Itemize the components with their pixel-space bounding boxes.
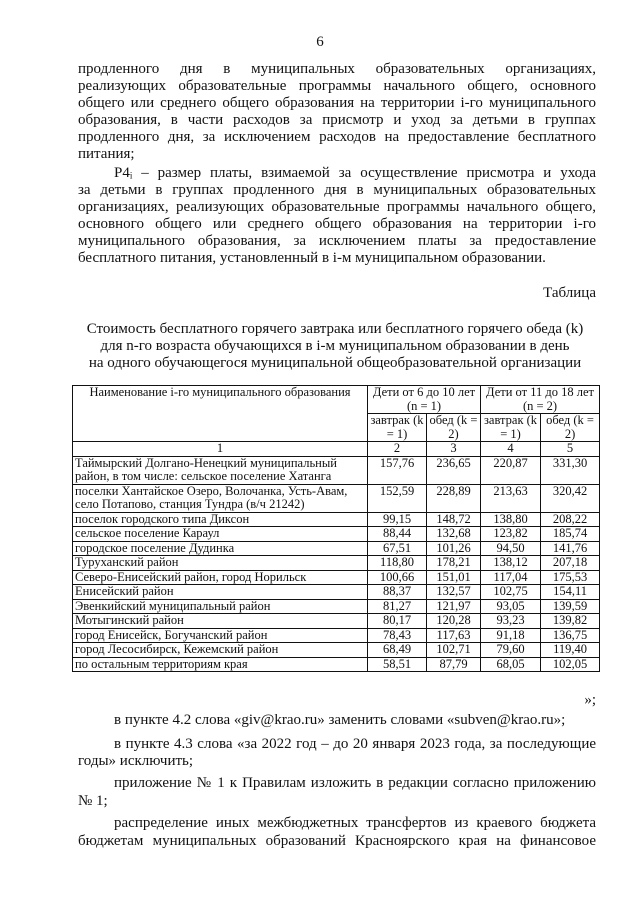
header-name-cell: Наименование i-го муниципального образования bbox=[73, 386, 368, 442]
cell-value: 88,44 bbox=[368, 527, 427, 542]
table-label: Таблица bbox=[543, 285, 596, 301]
row-name: сельское поселение Караул bbox=[73, 527, 368, 542]
table-row bbox=[73, 556, 600, 571]
table-row bbox=[73, 614, 600, 629]
cell-value: 119,40 bbox=[541, 643, 600, 658]
cell-value: 99,15 bbox=[368, 512, 427, 527]
intro-line: реализующих образовательные программы начального общего, основного bbox=[78, 78, 596, 94]
cell-value: 88,37 bbox=[368, 585, 427, 600]
cell-value: 207,18 bbox=[541, 556, 600, 571]
row-name: Енисейский район bbox=[73, 585, 368, 600]
subheader-breakfast: завтрак (k = 1) bbox=[368, 414, 427, 442]
table-row bbox=[73, 628, 600, 643]
cell-value: 208,22 bbox=[541, 512, 600, 527]
cell-value: 102,71 bbox=[427, 643, 481, 658]
cell-value: 68,49 bbox=[368, 643, 427, 658]
cell-value: 81,27 bbox=[368, 599, 427, 614]
cell-value: 68,05 bbox=[481, 657, 541, 672]
table-row bbox=[73, 657, 600, 672]
cell-value: 102,05 bbox=[541, 657, 600, 672]
cell-value: 178,21 bbox=[427, 556, 481, 571]
cell-value: 151,01 bbox=[427, 570, 481, 585]
table-row bbox=[73, 512, 600, 527]
row-name: город Лесосибирск, Кежемский район bbox=[73, 643, 368, 658]
cell-value: 58,51 bbox=[368, 657, 427, 672]
amendment-line: приложение № 1 к Правилам изложить в редакции согласно приложению bbox=[114, 775, 596, 791]
amendment-line: в пункте 4.2 слова «giv@krao.ru» заменить словами «subven@krao.ru»; bbox=[114, 712, 566, 728]
cell-value: 139,82 bbox=[541, 614, 600, 629]
row-name: город Енисейск, Богучанский район bbox=[73, 628, 368, 643]
cell-value: 331,30 bbox=[541, 456, 600, 484]
row-name: Туруханский район bbox=[73, 556, 368, 571]
cell-value: 213,63 bbox=[481, 484, 541, 512]
cell-value: 121,97 bbox=[427, 599, 481, 614]
table-row bbox=[73, 484, 600, 512]
caption-line: на одного обучающегося муниципальной общеобразовательной организации bbox=[88, 355, 582, 371]
table-row bbox=[73, 527, 600, 542]
cell-value: 139,59 bbox=[541, 599, 600, 614]
caption-line: для n-го возраста обучающихся в i-м муниципальном образовании в день bbox=[100, 338, 570, 354]
table-row bbox=[73, 643, 600, 658]
cell-value: 100,66 bbox=[368, 570, 427, 585]
cell-value: 93,05 bbox=[481, 599, 541, 614]
row-name: поселки Хантайское Озеро, Волочанка, Усть-Авам, село Потапово, станция Тундра (в/ч 21242) bbox=[73, 484, 368, 512]
row-name: Таймырский Долгано-Ненецкий муниципальный район, в том числе: сельское поселение Хатанга bbox=[73, 456, 368, 484]
page-number: 6 bbox=[316, 34, 324, 50]
column-number: 5 bbox=[541, 442, 600, 457]
table-row bbox=[73, 456, 600, 484]
amendment-line: годы» исключить; bbox=[78, 753, 194, 769]
cell-value: 118,80 bbox=[368, 556, 427, 571]
cell-value: 320,42 bbox=[541, 484, 600, 512]
cell-value: 102,75 bbox=[481, 585, 541, 600]
intro-line: питания; bbox=[78, 146, 135, 162]
column-number: 3 bbox=[427, 442, 481, 457]
cell-value: 138,80 bbox=[481, 512, 541, 527]
subheader-lunch: обед (k = 2) bbox=[541, 414, 600, 442]
cell-value: 80,17 bbox=[368, 614, 427, 629]
amendment-line: в пункте 4.3 слова «за 2022 год – до 20 января 2023 года, за последующие bbox=[114, 736, 596, 752]
row-name: Мотыгинский район bbox=[73, 614, 368, 629]
cell-value: 132,57 bbox=[427, 585, 481, 600]
cell-value: 154,11 bbox=[541, 585, 600, 600]
subheader-lunch: обед (k = 2) bbox=[427, 414, 481, 442]
column-number: 4 bbox=[481, 442, 541, 457]
row-name: по остальным территориям края bbox=[73, 657, 368, 672]
intro-line: общего или среднего общего образования на территории i-го муниципального bbox=[78, 95, 596, 111]
cell-value: 87,79 bbox=[427, 657, 481, 672]
intro-line: образования, в части расходов за присмотр и уход за детьми в группах bbox=[78, 112, 596, 128]
cell-value: 120,28 bbox=[427, 614, 481, 629]
cell-value: 67,51 bbox=[368, 541, 427, 556]
table-row bbox=[73, 541, 600, 556]
row-name: поселок городского типа Диксон bbox=[73, 512, 368, 527]
subheader-breakfast: завтрак (k = 1) bbox=[481, 414, 541, 442]
cell-value: 101,26 bbox=[427, 541, 481, 556]
p4-line: основного общего или среднего общего образования на территории i-го bbox=[78, 216, 596, 232]
column-number: 2 bbox=[368, 442, 427, 457]
table-row bbox=[73, 585, 600, 600]
p4-line: за детьми в группах продленного дня в муниципальных образовательных bbox=[78, 182, 596, 198]
cell-value: 220,87 bbox=[481, 456, 541, 484]
meal-cost-table bbox=[72, 385, 600, 672]
cell-value: 138,12 bbox=[481, 556, 541, 571]
table-header-row bbox=[73, 386, 600, 414]
cell-value: 117,04 bbox=[481, 570, 541, 585]
cell-value: 91,18 bbox=[481, 628, 541, 643]
cell-value: 123,82 bbox=[481, 527, 541, 542]
table-row bbox=[73, 599, 600, 614]
amendment-line: № 1; bbox=[78, 793, 108, 809]
amendment-line: распределение иных межбюджетных трансфертов из краевого бюджета bbox=[114, 815, 596, 831]
cell-value: 117,63 bbox=[427, 628, 481, 643]
row-name: Северо-Енисейский район, город Норильск bbox=[73, 570, 368, 585]
cell-value: 175,53 bbox=[541, 570, 600, 585]
cell-value: 136,75 bbox=[541, 628, 600, 643]
cell-value: 78,43 bbox=[368, 628, 427, 643]
p4-line: Р4ᵢ – размер платы, взимаемой за осуществление присмотра и ухода bbox=[114, 165, 596, 181]
cell-value: 93,23 bbox=[481, 614, 541, 629]
cell-value: 79,60 bbox=[481, 643, 541, 658]
header-group-6-10: Дети от 6 до 10 лет (n = 1) bbox=[368, 386, 481, 414]
row-name: Эвенкийский муниципальный район bbox=[73, 599, 368, 614]
cell-value: 236,65 bbox=[427, 456, 481, 484]
column-number: 1 bbox=[73, 442, 368, 457]
column-number-row bbox=[73, 442, 600, 457]
header-group-11-18: Дети от 11 до 18 лет (n = 2) bbox=[481, 386, 600, 414]
cell-value: 152,59 bbox=[368, 484, 427, 512]
cell-value: 132,68 bbox=[427, 527, 481, 542]
p4-line: муниципального образования, за исключением платы за предоставление bbox=[78, 233, 596, 249]
table-closing-quote: »; bbox=[584, 692, 596, 708]
caption-line: Стоимость бесплатного горячего завтрака или бесплатного горячего обеда (k) bbox=[86, 321, 584, 337]
intro-line: продленного дня, за исключением расходов на предоставление бесплатного bbox=[78, 129, 596, 145]
cell-value: 141,76 bbox=[541, 541, 600, 556]
table-row bbox=[73, 570, 600, 585]
cell-value: 157,76 bbox=[368, 456, 427, 484]
cell-value: 148,72 bbox=[427, 512, 481, 527]
table-caption bbox=[70, 321, 600, 372]
cell-value: 185,74 bbox=[541, 527, 600, 542]
amendment-line: бюджетам муниципальных образований Красноярского края на финансовое bbox=[78, 833, 596, 849]
p4-line: бесплатного питания, установленный в i-м муниципальном образовании. bbox=[78, 250, 546, 266]
intro-line: продленного дня в муниципальных образовательных организациях, bbox=[78, 61, 596, 77]
row-name: городское поселение Дудинка bbox=[73, 541, 368, 556]
cell-value: 94,50 bbox=[481, 541, 541, 556]
p4-line: организациях, реализующих образовательные программы начального общего, bbox=[78, 199, 596, 215]
cell-value: 228,89 bbox=[427, 484, 481, 512]
